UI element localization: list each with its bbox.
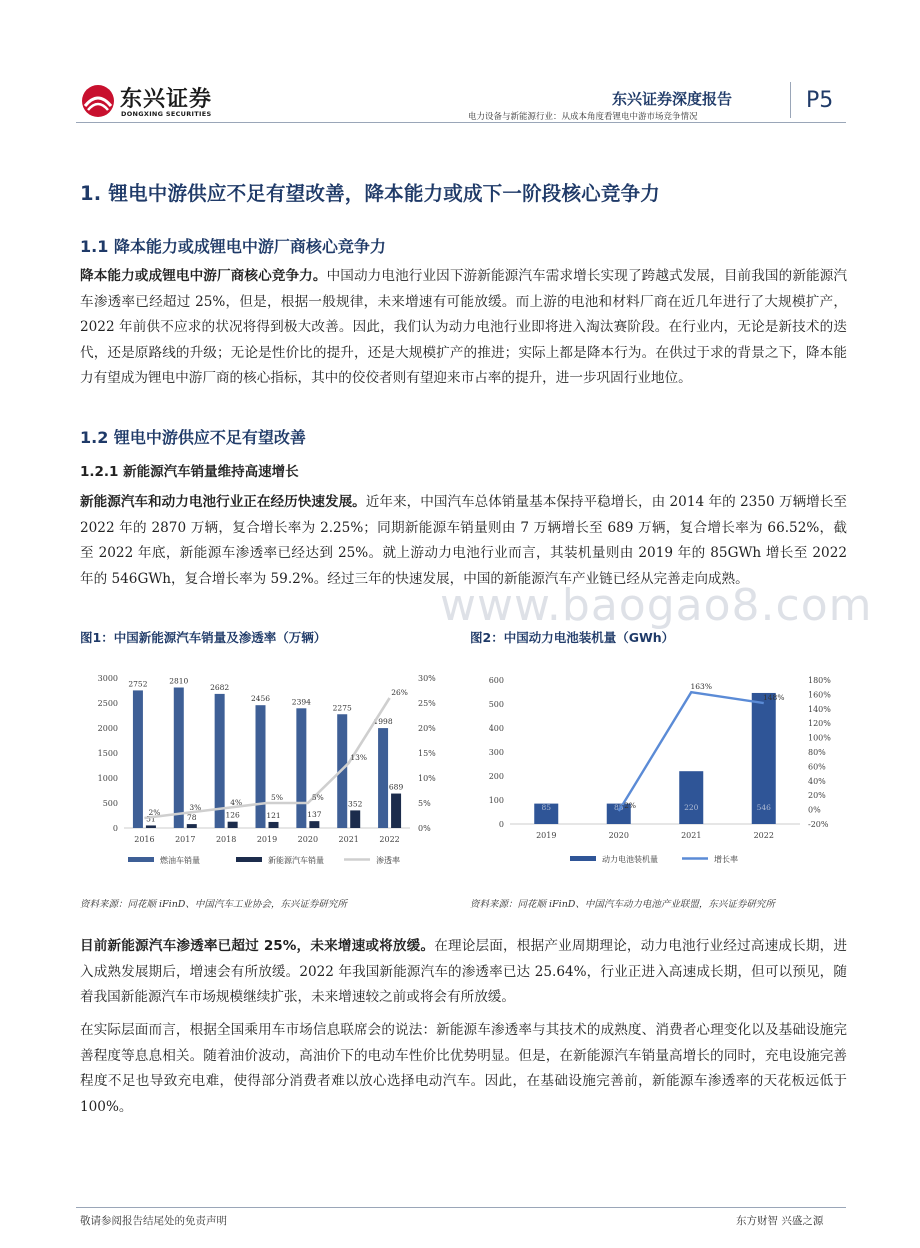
x-tick-label: 2022	[753, 831, 774, 840]
line-data-label: 4%	[230, 798, 243, 807]
paragraph-3-lead: 目前新能源汽车渗透率已超过 25%，未来增速或将放缓。	[80, 938, 435, 954]
bar	[378, 728, 388, 828]
bar-data-label: 121	[266, 810, 281, 820]
chart-nev-sales-penetration	[80, 658, 450, 873]
line-data-label: 163%	[690, 682, 712, 692]
y2-tick-label: -20%	[808, 820, 829, 829]
bar-data-label: 78	[187, 813, 197, 823]
bar-data-label: 689	[388, 782, 404, 792]
y2-tick-label: 140%	[808, 704, 831, 714]
bar	[187, 824, 197, 828]
paragraph-2-lead: 新能源汽车和动力电池行业正在经历快速发展。	[80, 494, 366, 510]
line-data-label: 148%	[763, 693, 785, 703]
bar-data-label: 2752	[128, 679, 148, 689]
footer-disclaimer: 敬请参阅报告结尾处的免责声明	[80, 1215, 227, 1227]
bar-data-label: 546	[756, 803, 771, 812]
x-tick-label: 2020	[297, 835, 319, 844]
y2-tick-label: 160%	[808, 690, 831, 700]
bar-data-label: 352	[348, 799, 363, 809]
bar-data-label: 85	[613, 803, 624, 812]
y-tick-label: 300	[488, 748, 504, 757]
report-type: 东兴证券深度报告	[612, 90, 733, 108]
x-tick-label: 2020	[608, 831, 629, 840]
bar	[228, 822, 238, 828]
y2-tick-label: 15%	[418, 749, 436, 758]
x-tick-label: 2021	[338, 835, 359, 844]
x-tick-label: 2019	[256, 835, 278, 844]
bar-data-label: 1998	[373, 717, 393, 727]
paragraph-4-text: 在实际层面而言，根据全国乘用车市场信息联席会的说法：新能源车渗透率与其技术的成熟度、消费者心理变化以及基础设施完善程度等息息相关。随着油价波动，高油价下的电动车性价比优势明显。但是，在新能源汽车销量高增长的同时，充电设施完善程度不足也导致充电难，使得部分消费者难以放心选择电动汽车。因此，在基础设施完善前，新能源车渗透率的天花板远低于 100%。	[80, 1022, 847, 1115]
paragraph-1-lead: 降本能力或成锂电中游厂商核心竞争力。	[80, 268, 327, 284]
x-tick-label: 2019	[536, 831, 557, 840]
header-divider	[790, 82, 791, 118]
bar	[174, 688, 184, 829]
paragraph-1	[80, 264, 847, 392]
section-title: 1. 锂电中游供应不足有望改善，降本能力或成下一阶段核心竞争力	[80, 182, 660, 205]
bar-data-label: 2456	[250, 694, 271, 704]
legend-label: 新能源汽车销量	[268, 856, 324, 865]
y2-tick-label: 25%	[418, 699, 436, 708]
bar-data-label: 220	[684, 803, 699, 812]
paragraph-3	[80, 934, 847, 1011]
bar	[269, 822, 279, 828]
y-tick-label: 2000	[97, 724, 118, 733]
bar-data-label: 2682	[210, 682, 230, 692]
y-tick-label: 600	[488, 676, 504, 685]
y2-tick-label: 20%	[418, 724, 436, 733]
y-tick-label: 100	[488, 796, 504, 805]
y-tick-label: 400	[488, 724, 504, 733]
footer-rule	[76, 1207, 846, 1208]
dongxing-logo-icon	[80, 84, 116, 118]
bar	[256, 705, 266, 828]
x-tick-label: 2021	[681, 831, 702, 840]
report-subtitle: 电力设备与新能源行业：从成本角度看锂电中游市场竞争情况	[468, 112, 698, 122]
line-data-label: 13%	[350, 753, 368, 762]
header-rule	[76, 122, 846, 123]
figure-2-title: 图2：中国动力电池装机量（GWh）	[470, 630, 675, 645]
bar-data-label: 51	[146, 814, 156, 824]
y-tick-label: 3000	[97, 674, 118, 683]
x-tick-label: 2017	[175, 835, 196, 844]
x-tick-label: 2022	[379, 835, 400, 844]
bar-data-label: 2810	[169, 676, 189, 686]
legend-label: 渗透率	[376, 856, 400, 865]
y-tick-label: 0	[112, 824, 118, 833]
bar	[296, 708, 306, 828]
paragraph-4	[80, 1018, 847, 1120]
x-tick-label: 2018	[215, 835, 237, 844]
bar	[391, 794, 401, 828]
footer-slogan: 东方财智 兴盛之源	[736, 1215, 824, 1227]
figure-1-title: 图1：中国新能源汽车销量及渗透率（万辆）	[80, 630, 327, 645]
bar	[309, 821, 319, 828]
y2-tick-label: 20%	[808, 791, 826, 801]
legend-label: 动力电池装机量	[602, 855, 658, 864]
brand-name-en: DONGXING SECURITIES	[121, 110, 212, 118]
bar-data-label: 137	[307, 810, 322, 820]
y-tick-label: 1500	[97, 749, 118, 758]
legend-label: 增长率	[714, 855, 738, 864]
figure-1-source: 资料来源：同花顺 iFinD、中国汽车工业协会，东兴证券研究所	[80, 899, 347, 910]
paragraph-1-text: 中国动力电池行业因下游新能源汽车需求增长实现了跨越式发展，目前我国的新能源汽车渗透率已经超过 25%，但是，根据一般规律，未来增速有可能放缓。而上游的电池和材料厂商在近几年进行了大规模扩产，2022 年前供不应求的状况将得到极大改善。因此，我们认为动力电池行业即将进入淘汰赛阶段。在行业内，无论是新技术的迭代，还是原路线的升级；无论是性价比的提升，还是大规模扩产的推进；实际上都是降本行为。在供过于求的背景之下，降本能力有望成为锂电中游厂商的核心指标，其中的佼佼者则有望迎来市占率的提升，进一步巩固行业地位。	[80, 268, 848, 386]
y2-tick-label: 30%	[418, 674, 436, 683]
legend-swatch	[570, 856, 596, 861]
subsection-title-1-2: 1.2 锂电中游供应不足有望改善	[80, 428, 306, 447]
paragraph-2-text: 近年来，中国汽车总体销量基本保持平稳增长，由 2014 年的 2350 万辆增长至 2022 年的 2870 万辆，复合增长率为 2.25%；同期新能源车销量则由 7 万辆增长至 689 万辆，复合增长率为 66.52%，截至 2022 年底，新能源车渗透率已经达到 25%。就上游动力电池行业而言，其装机量则由 2019 年的 85GWh 增长至 2022 年的 546GWh，复合增长率为 59.2%。经过三年的快速发展，中国的新能源汽车产业链已经从完善走向成熟。	[80, 494, 847, 587]
bar-data-label: 85	[541, 803, 552, 812]
header	[0, 0, 920, 124]
y2-tick-label: 60%	[808, 762, 826, 772]
bar	[350, 810, 360, 828]
legend-label: 燃油车销量	[160, 856, 200, 865]
bar-data-label: 2275	[332, 703, 352, 713]
line-data-label: 2%	[148, 808, 161, 817]
y2-tick-label: 120%	[808, 719, 831, 729]
line-data-label: -2%	[621, 801, 636, 811]
bar-data-label: 126	[225, 810, 240, 820]
line-data-label: 26%	[391, 688, 408, 697]
line-data-label: 5%	[311, 793, 324, 802]
subsection-title-1-2-1: 1.2.1 新能源汽车销量维持高速增长	[80, 464, 299, 480]
brand-name-cn: 东兴证券	[120, 87, 213, 112]
legend-swatch	[236, 857, 262, 862]
line-data-label: 5%	[271, 793, 283, 802]
chart-battery-installation	[470, 658, 850, 873]
bar	[133, 690, 143, 828]
y-tick-label: 500	[488, 700, 504, 709]
bar-data-label: 2394	[291, 697, 311, 707]
paragraph-2	[80, 490, 847, 592]
line-data-label: 3%	[189, 803, 202, 812]
watermark: www.baogao8.com	[440, 580, 873, 631]
y2-tick-label: 80%	[808, 748, 826, 757]
y-tick-label: 0	[498, 820, 504, 829]
y-tick-label: 500	[102, 799, 118, 808]
y2-tick-label: 10%	[418, 774, 436, 783]
paragraph-3-text: 在理论层面，根据产业周期理论，动力电池行业经过高速成长期，进入成熟发展期后，增速会有所放缓。2022 年我国新能源汽车的渗透率已达 25.64%，行业正进入高速成长期，但可以预见，随着我国新能源汽车市场规模继续扩张，未来增速较之前或将会有所放缓。	[80, 938, 847, 1005]
y-tick-label: 200	[488, 772, 504, 781]
y-tick-label: 1000	[97, 774, 118, 783]
y-tick-label: 2500	[97, 699, 118, 708]
page-number: P5	[806, 88, 834, 113]
y2-tick-label: 5%	[418, 799, 431, 808]
y2-tick-label: 0%	[808, 805, 821, 815]
legend-swatch	[128, 857, 154, 862]
figure-2-source: 资料来源：同花顺 iFinD、中国汽车动力电池产业联盟，东兴证券研究所	[470, 899, 775, 910]
y2-tick-label: 100%	[808, 733, 831, 743]
subsection-title-1-1: 1.1 降本能力或成锂电中游厂商核心竞争力	[80, 237, 386, 256]
x-tick-label: 2016	[134, 835, 155, 844]
y2-tick-label: 180%	[808, 676, 831, 685]
y2-tick-label: 40%	[808, 776, 826, 786]
bar	[679, 771, 703, 824]
y2-tick-label: 0%	[418, 824, 431, 833]
bar	[146, 825, 156, 828]
